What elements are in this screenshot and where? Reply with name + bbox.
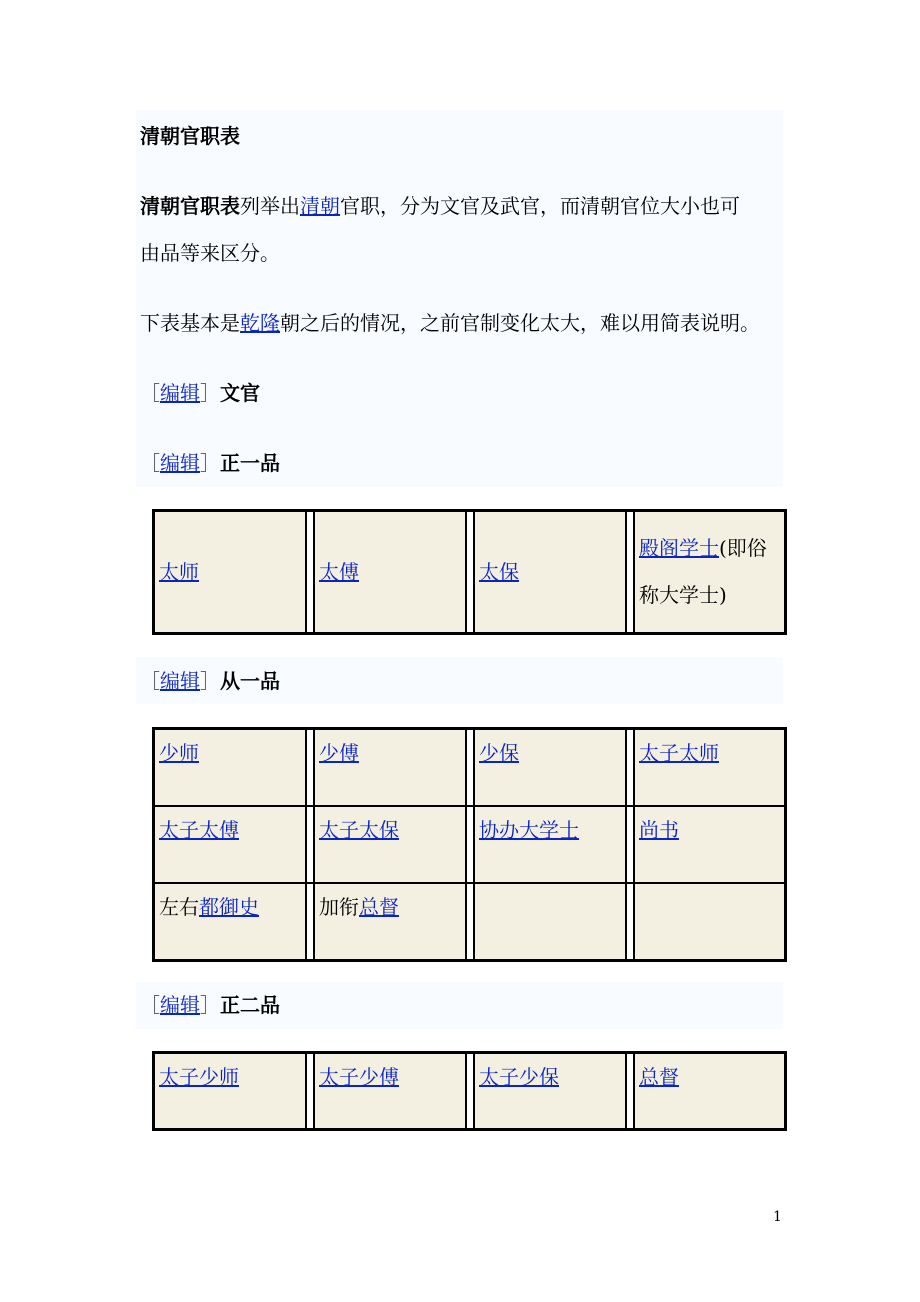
cell-separator (466, 1053, 474, 1129)
table-row (154, 806, 785, 883)
bracket-close: ］ (200, 993, 220, 1017)
cell-separator (626, 806, 634, 883)
intro-text-1: 列举出 (240, 194, 300, 218)
link-taizi-taifu[interactable]: 太子太傅 (159, 818, 239, 842)
table-cell (474, 1053, 626, 1129)
link-taizi-shaobao[interactable]: 太子少保 (479, 1065, 559, 1089)
table-cell (634, 511, 785, 633)
link-dian-ge-xue-shi[interactable]: 殿阁学士 (639, 536, 719, 560)
link-zongdu[interactable]: 总督 (359, 895, 399, 919)
bracket-open: ［ (140, 669, 160, 693)
table-cell (474, 729, 626, 806)
table-row (154, 883, 785, 960)
note-line (140, 300, 760, 347)
edit-link-rank1[interactable]: 编辑 (160, 451, 200, 475)
page-title: 清朝官职表 (140, 124, 240, 148)
cell-separator (626, 883, 634, 960)
link-taifu[interactable]: 太傅 (319, 559, 359, 584)
top-band (136, 110, 783, 487)
cell-text: 称大学士) (639, 583, 727, 607)
table-cell (314, 511, 466, 633)
bracket-open: ［ (140, 451, 160, 475)
heading-rank1-sub (140, 658, 280, 705)
cell-separator (466, 729, 474, 806)
cell-separator (306, 511, 314, 633)
table-cell (474, 806, 626, 883)
table-cell (154, 511, 306, 633)
table-row (154, 511, 785, 633)
heading-rank1-label: 正一品 (220, 451, 280, 475)
table-cell (154, 729, 306, 806)
link-xieban-daxueshi[interactable]: 协办大学士 (479, 818, 579, 842)
bracket-close: ］ (200, 451, 220, 475)
table-cell (154, 806, 306, 883)
link-shangshu[interactable]: 尚书 (639, 818, 679, 842)
cell-separator (306, 1053, 314, 1129)
cell-separator (466, 806, 474, 883)
link-shaoshi[interactable]: 少师 (159, 741, 199, 765)
link-qianlong[interactable]: 乾隆 (240, 311, 280, 335)
table-cell (314, 729, 466, 806)
table-cell (474, 883, 626, 960)
table-row (154, 1053, 785, 1129)
table-rank1 (152, 509, 787, 635)
table-cell (634, 806, 785, 883)
cell-separator (626, 511, 634, 633)
table-cell (314, 1053, 466, 1129)
link-taizi-shaofu[interactable]: 太子少傅 (319, 1065, 399, 1089)
link-zongdu-rank2[interactable]: 总督 (639, 1065, 679, 1089)
intro-text-2: 官职，分为文官及武官，而清朝官位大小也可 (340, 194, 740, 218)
link-shaobao[interactable]: 少保 (479, 741, 519, 765)
table-row (154, 729, 785, 806)
cell-separator (626, 729, 634, 806)
link-taizi-taishi[interactable]: 太子太师 (639, 741, 719, 765)
bracket-open: ［ (140, 381, 160, 405)
heading-rank2 (140, 982, 280, 1029)
cell-separator (306, 883, 314, 960)
table-cell (314, 883, 466, 960)
table-cell (634, 1053, 785, 1129)
heading-rank1 (140, 440, 280, 487)
bracket-close: ］ (200, 669, 220, 693)
link-duyushi[interactable]: 都御史 (199, 895, 259, 919)
cell-separator (466, 511, 474, 633)
heading-rank2-label: 正二品 (220, 993, 280, 1017)
heading-rank1-sub-label: 从一品 (220, 669, 280, 693)
edit-link-rank1-sub[interactable]: 编辑 (160, 669, 200, 693)
link-taibao[interactable]: 太保 (479, 559, 519, 584)
table-cell (314, 806, 466, 883)
note-text-2: 朝之后的情况，之前官制变化太大，难以用简表说明。 (280, 311, 760, 335)
cell-separator (306, 729, 314, 806)
table-cell (634, 883, 785, 960)
cell-text: 加衔 (319, 895, 359, 919)
intro-line-2: 由品等来区分。 (140, 241, 280, 265)
cell-separator (626, 1053, 634, 1129)
link-taishi[interactable]: 太师 (159, 559, 199, 584)
intro-lead: 清朝官职表 (140, 194, 240, 218)
link-shaofu[interactable]: 少傅 (319, 741, 359, 765)
table-cell (154, 1053, 306, 1129)
edit-link-civil[interactable]: 编辑 (160, 381, 200, 405)
cell-separator (466, 883, 474, 960)
table-cell (474, 511, 626, 633)
cell-text: 左右 (159, 895, 199, 919)
table-cell (634, 729, 785, 806)
cell-separator (306, 806, 314, 883)
table-rank1-sub (152, 727, 787, 962)
note-text-1: 下表基本是 (140, 311, 240, 335)
link-taizi-taibao[interactable]: 太子太保 (319, 818, 399, 842)
table-rank2 (152, 1051, 787, 1131)
edit-link-rank2[interactable]: 编辑 (160, 993, 200, 1017)
page-number: 1 (773, 1209, 782, 1225)
link-qing-dynasty[interactable]: 清朝 (300, 194, 340, 218)
heading-civil (140, 370, 260, 417)
intro-line-1 (140, 183, 740, 230)
heading-civil-label: 文官 (220, 381, 260, 405)
bracket-open: ［ (140, 993, 160, 1017)
bracket-close: ］ (200, 381, 220, 405)
table-cell (154, 883, 306, 960)
link-taizi-shaoshi[interactable]: 太子少师 (159, 1065, 239, 1089)
cell-text: (即俗 (719, 536, 767, 560)
